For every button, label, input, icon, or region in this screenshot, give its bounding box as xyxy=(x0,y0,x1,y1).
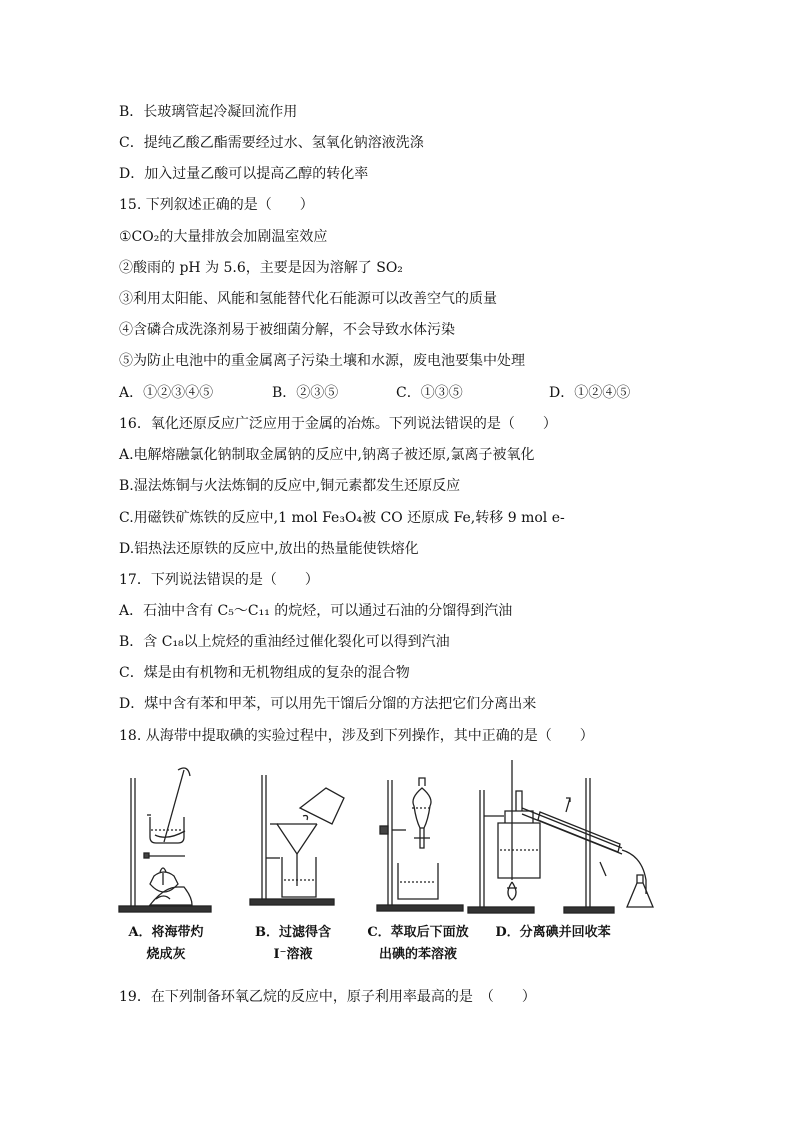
q15-statement-1: ①CO₂的大量排放会加剧温室效应 xyxy=(119,229,328,245)
figure-a-ignition xyxy=(119,768,211,912)
caption-b: B．过滤得含 I⁻溶液 xyxy=(255,925,331,962)
q18-stem: 18. 从海带中提取碘的实验过程中，涉及到下列操作，其中正确的是（ ） xyxy=(119,728,594,744)
q19-stem: 19．在下列制备环氧乙烷的反应中，原子利用率最高的是 （ ） xyxy=(119,989,536,1005)
q17-option-b: B．含 C₁₈以上烷烃的重油经过催化裂化可以得到汽油 xyxy=(119,634,450,650)
figure-d-distillation xyxy=(468,760,653,913)
q15-statement-3: ③利用太阳能、风能和氢能替代化石能源可以改善空气的质量 xyxy=(119,291,497,307)
caption-a: A．将海带灼 烧成灰 xyxy=(128,925,204,962)
q17-option-a: A．石油中含有 C₅～C₁₁ 的烷烃，可以通过石油的分馏得到汽油 xyxy=(119,603,513,619)
q15-statement-4: ④含磷合成洗涤剂易于被细菌分解，不会导致水体污染 xyxy=(119,322,455,338)
q15-option-b: B．②③⑤ xyxy=(272,385,339,401)
q16-option-b: B.湿法炼铜与火法炼铜的反应中,铜元素都发生还原反应 xyxy=(119,478,461,494)
q15-option-d: D．①②④⑤ xyxy=(549,385,631,401)
q16-option-c: C.用磁铁矿炼铁的反应中,1 mol Fe₃O₄被 CO 还原成 Fe,转移 9 mol e- xyxy=(119,510,565,526)
q16-option-d: D.铝热法还原铁的反应中,放出的热量能使铁熔化 xyxy=(119,541,419,557)
q16-option-a: A.电解熔融氯化钠制取金属钠的反应中,钠离子被还原,氯离子被氧化 xyxy=(119,447,535,463)
q15-stem: 15. 下列叙述正确的是（ ） xyxy=(119,197,314,213)
q15-statement-2: ②酸雨的 pH 为 5.6，主要是因为溶解了 SO₂ xyxy=(119,260,403,276)
caption-d: D．分离碘并回收苯 xyxy=(495,925,611,940)
figure-b-filtration xyxy=(250,775,344,905)
q15-option-c: C．①③⑤ xyxy=(396,385,463,401)
q14-option-b: B．长玻璃管起冷凝回流作用 xyxy=(119,104,298,120)
q16-stem: 16．氧化还原反应广泛应用于金属的冶炼。下列说法错误的是（ ） xyxy=(119,416,557,432)
caption-c: C．萃取后下面放 出碘的苯溶液 xyxy=(367,925,469,962)
q17-option-d: D．煤中含有苯和甲苯，可以用先干馏后分馏的方法把它们分离出来 xyxy=(119,696,537,712)
q14-option-c: C．提纯乙酸乙酯需要经过水、氢氧化钠溶液洗涤 xyxy=(119,135,424,151)
q14-option-d: D．加入过量乙酸可以提高乙醇的转化率 xyxy=(119,166,369,182)
q15-statement-5: ⑤为防止电池中的重金属离子污染土壤和水源，废电池要集中处理 xyxy=(119,353,525,369)
q15-option-a: A．①②③④⑤ xyxy=(119,385,214,401)
q17-stem: 17．下列说法错误的是（ ） xyxy=(119,572,319,588)
q17-option-c: C．煤是由有机物和无机物组成的复杂的混合物 xyxy=(119,665,410,681)
figure-c-separation xyxy=(377,778,463,911)
